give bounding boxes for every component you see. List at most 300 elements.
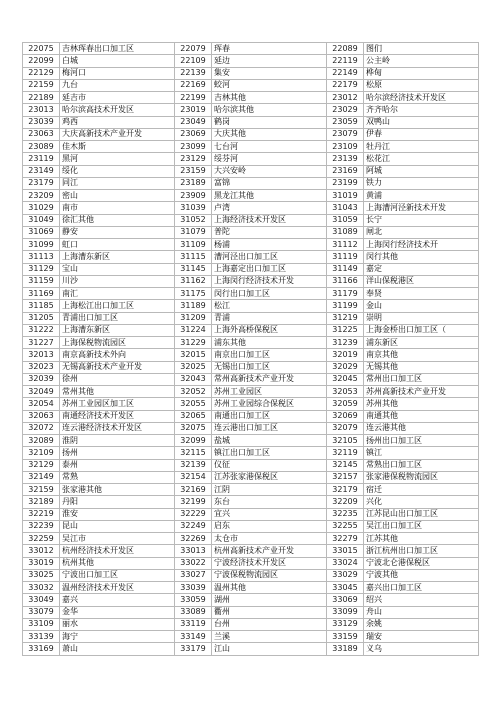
table-row (23, 386, 479, 398)
region-code-cell: 23129 (175, 153, 212, 165)
region-code-cell: 32157 (327, 471, 364, 483)
region-name-cell: 九台 (60, 79, 175, 91)
region-name-cell: 静安 (60, 226, 175, 238)
table-row (23, 153, 479, 165)
table-row (23, 128, 479, 140)
region-name-cell: 常熟 (60, 471, 175, 483)
region-name-cell: 嘉兴出口加工区 (364, 582, 479, 594)
table-row (23, 214, 479, 226)
table-row (23, 226, 479, 238)
region-code-cell: 33179 (175, 643, 212, 655)
region-code-cell: 32052 (175, 386, 212, 398)
region-code-cell: 32023 (23, 361, 60, 373)
region-name-cell: 嘉兴 (60, 594, 175, 606)
region-name-cell: 哈尔滨经济技术开发区 (364, 92, 479, 104)
region-name-cell: 江阴 (212, 484, 327, 496)
region-code-cell: 33049 (23, 594, 60, 606)
table-row (23, 447, 479, 459)
region-code-cell: 31099 (23, 239, 60, 251)
region-name-cell: 上海经济技术开发区 (212, 214, 327, 226)
region-name-cell: 盐城 (212, 435, 327, 447)
region-code-cell: 33169 (23, 643, 60, 655)
region-name-cell: 淮阴 (60, 435, 175, 447)
region-name-cell: 常熟出口加工区 (364, 459, 479, 471)
region-name-cell: 阿城 (364, 165, 479, 177)
region-name-cell: 延边 (212, 55, 327, 67)
region-name-cell: 温州经济技术开发区 (60, 582, 175, 594)
region-name-cell: 松花江 (364, 153, 479, 165)
region-name-cell: 连云港出口加工区 (212, 422, 327, 434)
region-code-cell: 31225 (327, 324, 364, 336)
region-name-cell: 宝山 (60, 263, 175, 275)
region-code-cell: 32059 (327, 398, 364, 410)
region-name-cell: 松原 (364, 79, 479, 91)
region-code-cell: 32054 (23, 398, 60, 410)
table-row (23, 165, 479, 177)
region-name-cell: 兰溪 (212, 631, 327, 643)
table-row (23, 92, 479, 104)
region-code-cell: 32029 (327, 361, 364, 373)
region-name-cell: 镇江 (364, 447, 479, 459)
region-code-cell: 33079 (23, 606, 60, 618)
region-name-cell: 同江 (60, 177, 175, 189)
table-row (23, 337, 479, 349)
region-name-cell: 扬州 (60, 447, 175, 459)
region-code-cell: 33129 (327, 618, 364, 630)
region-name-cell: 上海闵行经济技术开发 (212, 275, 327, 287)
region-code-cell: 31239 (327, 337, 364, 349)
region-name-cell: 大庆高新技术产业开发 (60, 128, 175, 140)
region-name-cell: 珲春 (212, 43, 327, 55)
region-code-cell: 23019 (175, 104, 212, 116)
region-name-cell: 丽水 (60, 618, 175, 630)
region-code-cell: 22149 (327, 67, 364, 79)
region-code-cell: 22075 (23, 43, 60, 55)
region-name-cell: 常州其他 (60, 386, 175, 398)
table-row (23, 43, 479, 55)
region-name-cell: 南市 (60, 202, 175, 214)
region-code-cell: 31052 (175, 214, 212, 226)
region-code-cell: 23029 (327, 104, 364, 116)
region-code-cell: 31175 (175, 288, 212, 300)
region-name-cell: 蛟河 (212, 79, 327, 91)
region-code-cell: 32079 (327, 422, 364, 434)
region-name-cell: 富锦 (212, 177, 327, 189)
region-name-cell: 杭州其他 (60, 557, 175, 569)
table-row (23, 643, 479, 655)
region-name-cell: 衢州 (212, 606, 327, 618)
region-name-cell: 吴江出口加工区 (364, 520, 479, 532)
region-code-cell: 23169 (327, 165, 364, 177)
region-code-cell: 33109 (23, 618, 60, 630)
region-code-cell: 31199 (327, 300, 364, 312)
region-name-cell: 吉林珲春出口加工区 (60, 43, 175, 55)
region-name-cell: 江山 (212, 643, 327, 655)
table-row (23, 79, 479, 91)
region-code-cell: 31069 (23, 226, 60, 238)
region-code-cell: 33013 (175, 545, 212, 557)
region-code-cell: 31224 (175, 324, 212, 336)
region-code-cell: 32229 (175, 508, 212, 520)
region-name-cell: 松江 (212, 300, 327, 312)
region-code-cell: 32269 (175, 533, 212, 545)
region-code-cell: 31113 (23, 251, 60, 263)
region-name-cell: 绍兴 (364, 594, 479, 606)
region-name-cell: 齐齐哈尔 (364, 104, 479, 116)
region-name-cell: 苏州其他 (364, 398, 479, 410)
region-code-cell: 32145 (327, 459, 364, 471)
region-code-cell: 32199 (175, 496, 212, 508)
region-code-cell: 22109 (175, 55, 212, 67)
region-code-cell: 32075 (175, 422, 212, 434)
region-code-cell: 32043 (175, 373, 212, 385)
table-row (23, 410, 479, 422)
region-code-cell: 31043 (327, 202, 364, 214)
region-code-cell: 22099 (23, 55, 60, 67)
region-code-cell: 23063 (23, 128, 60, 140)
region-name-cell: 常州高新技术产业开发 (212, 373, 327, 385)
table-row (23, 496, 479, 508)
region-name-cell: 白城 (60, 55, 175, 67)
region-name-cell: 宁波经济技术开发区 (212, 557, 327, 569)
region-code-cell: 32255 (327, 520, 364, 532)
region-name-cell: 密山 (60, 190, 175, 202)
region-code-cell: 32139 (175, 459, 212, 471)
region-name-cell: 徐州 (60, 373, 175, 385)
region-code-cell: 33039 (175, 582, 212, 594)
region-code-cell: 32072 (23, 422, 60, 434)
region-code-cell: 31189 (175, 300, 212, 312)
region-name-cell: 长宁 (364, 214, 479, 226)
region-code-cell: 32055 (175, 398, 212, 410)
region-name-cell: 无锡其他 (364, 361, 479, 373)
region-name-cell: 萧山 (60, 643, 175, 655)
region-name-cell: 太仓市 (212, 533, 327, 545)
region-name-cell: 梅河口 (60, 67, 175, 79)
region-code-cell: 23109 (327, 141, 364, 153)
region-name-cell: 闵行出口加工区 (212, 288, 327, 300)
region-code-cell: 32015 (175, 349, 212, 361)
region-name-cell: 无锡高新技术产业开发 (60, 361, 175, 373)
table-row (23, 263, 479, 275)
region-code-cell: 31179 (327, 288, 364, 300)
region-code-cell: 23089 (23, 141, 60, 153)
region-name-cell: 余姚 (364, 618, 479, 630)
region-code-cell: 33149 (175, 631, 212, 643)
region-name-cell: 宁波其他 (364, 569, 479, 581)
region-name-cell: 七台河 (212, 141, 327, 153)
region-name-cell: 海宁 (60, 631, 175, 643)
region-code-cell: 31089 (327, 226, 364, 238)
region-code-cell: 22169 (175, 79, 212, 91)
region-name-cell: 大兴安岭 (212, 165, 327, 177)
region-name-cell: 牡丹江 (364, 141, 479, 153)
table-row (23, 251, 479, 263)
region-name-cell: 宿迁 (364, 484, 479, 496)
region-code-cell: 33019 (23, 557, 60, 569)
region-code-cell: 32169 (175, 484, 212, 496)
region-name-cell: 上海外高桥保税区 (212, 324, 327, 336)
region-name-cell: 佳木斯 (60, 141, 175, 153)
region-name-cell: 浙江杭州出口加工区 (364, 545, 479, 557)
region-code-cell: 23049 (175, 116, 212, 128)
region-name-cell: 上海嘉定出口加工区 (212, 263, 327, 275)
region-name-cell: 连云港经济技术开发区 (60, 422, 175, 434)
region-code-cell: 31222 (23, 324, 60, 336)
table-row (23, 618, 479, 630)
region-name-cell: 镇江出口加工区 (212, 447, 327, 459)
region-code-cell: 32069 (327, 410, 364, 422)
region-code-cell: 33089 (175, 606, 212, 618)
region-code-cell: 32209 (327, 496, 364, 508)
region-code-cell: 33025 (23, 569, 60, 581)
region-code-cell: 31149 (327, 263, 364, 275)
region-code-cell: 32154 (175, 471, 212, 483)
region-code-cell: 23069 (175, 128, 212, 140)
region-name-cell: 黑龙江其他 (212, 190, 327, 202)
region-code-cell: 22159 (23, 79, 60, 91)
region-name-cell: 舟山 (364, 606, 479, 618)
region-code-cell: 32039 (23, 373, 60, 385)
region-code-cell: 32149 (23, 471, 60, 483)
region-code-cell: 23139 (327, 153, 364, 165)
code-table (22, 42, 479, 656)
region-code-cell: 23909 (175, 190, 212, 202)
region-name-cell: 东台 (212, 496, 327, 508)
region-name-cell: 铁力 (364, 177, 479, 189)
region-name-cell: 温州其他 (212, 582, 327, 594)
region-code-cell: 33029 (327, 569, 364, 581)
region-code-cell: 33032 (23, 582, 60, 594)
region-code-cell: 23149 (23, 165, 60, 177)
region-name-cell: 洋山保税港区 (364, 275, 479, 287)
region-name-cell: 江苏昆山出口加工区 (364, 508, 479, 520)
region-name-cell: 江苏张家港保税区 (212, 471, 327, 483)
table-row (23, 373, 479, 385)
region-code-cell: 31109 (175, 239, 212, 251)
region-code-cell: 32089 (23, 435, 60, 447)
region-name-cell: 杭州经济技术开发区 (60, 545, 175, 557)
region-name-cell: 金华 (60, 606, 175, 618)
region-code-cell: 32129 (23, 459, 60, 471)
table-row (23, 606, 479, 618)
region-name-cell: 南京其他 (364, 349, 479, 361)
region-code-cell: 31059 (327, 214, 364, 226)
region-code-cell: 32013 (23, 349, 60, 361)
table-row (23, 312, 479, 324)
region-name-cell: 宁波北仑港保税区 (364, 557, 479, 569)
region-code-cell: 32249 (175, 520, 212, 532)
region-name-cell: 泰州 (60, 459, 175, 471)
region-code-cell: 32109 (23, 447, 60, 459)
region-code-cell: 31079 (175, 226, 212, 238)
region-name-cell: 公主岭 (364, 55, 479, 67)
region-name-cell: 南京出口加工区 (212, 349, 327, 361)
region-code-cell: 31162 (175, 275, 212, 287)
region-code-cell: 33027 (175, 569, 212, 581)
table-row (23, 557, 479, 569)
region-name-cell: 鹤岗 (212, 116, 327, 128)
region-code-cell: 31185 (23, 300, 60, 312)
region-name-cell: 嘉定 (364, 263, 479, 275)
region-name-cell: 崇明 (364, 312, 479, 324)
region-code-cell: 22199 (175, 92, 212, 104)
region-code-cell: 33139 (23, 631, 60, 643)
table-row (23, 594, 479, 606)
table-row (23, 484, 479, 496)
region-name-cell: 苏州工业园区加工区 (60, 398, 175, 410)
region-name-cell: 普陀 (212, 226, 327, 238)
table-row (23, 508, 479, 520)
region-name-cell: 川沙 (60, 275, 175, 287)
region-name-cell: 南通出口加工区 (212, 410, 327, 422)
region-code-cell: 33012 (23, 545, 60, 557)
region-code-cell: 22139 (175, 67, 212, 79)
region-code-cell: 32239 (23, 520, 60, 532)
region-code-cell: 31159 (23, 275, 60, 287)
region-code-cell: 32115 (175, 447, 212, 459)
region-name-cell: 上海漕河泾新技术开发 (364, 202, 479, 214)
region-name-cell: 兴化 (364, 496, 479, 508)
region-code-cell: 33045 (327, 582, 364, 594)
region-name-cell: 瑞安 (364, 631, 479, 643)
region-name-cell: 淮安 (60, 508, 175, 520)
region-code-cell: 33159 (327, 631, 364, 643)
region-name-cell: 张家港保税物流园区 (364, 471, 479, 483)
table-row (23, 435, 479, 447)
region-name-cell: 上海金桥出口加工区（ (364, 324, 479, 336)
region-name-cell: 虹口 (60, 239, 175, 251)
table-row (23, 177, 479, 189)
region-name-cell: 漕河泾出口加工区 (212, 251, 327, 263)
region-code-cell: 31166 (327, 275, 364, 287)
table-row (23, 141, 479, 153)
region-code-cell: 31115 (175, 251, 212, 263)
region-code-cell: 31145 (175, 263, 212, 275)
region-code-cell: 31039 (175, 202, 212, 214)
region-name-cell: 上海松江出口加工区 (60, 300, 175, 312)
region-name-cell: 苏州高新技术产业开发 (364, 386, 479, 398)
region-name-cell: 黄浦 (364, 190, 479, 202)
region-code-cell: 31209 (175, 312, 212, 324)
region-name-cell: 双鸭山 (364, 116, 479, 128)
region-name-cell: 图们 (364, 43, 479, 55)
region-name-cell: 宜兴 (212, 508, 327, 520)
region-code-cell: 23039 (23, 116, 60, 128)
table-row (23, 422, 479, 434)
region-name-cell: 扬州出口加工区 (364, 435, 479, 447)
table-row (23, 104, 479, 116)
region-name-cell: 浦东其他 (212, 337, 327, 349)
region-code-cell: 23159 (175, 165, 212, 177)
table-row (23, 520, 479, 532)
region-name-cell: 南汇 (60, 288, 175, 300)
region-name-cell: 苏州工业园综合保税区 (212, 398, 327, 410)
region-name-cell: 上海漕东新区 (60, 251, 175, 263)
region-name-cell: 南京高新技术外向 (60, 349, 175, 361)
table-row (23, 275, 479, 287)
region-name-cell: 绥芬河 (212, 153, 327, 165)
region-code-cell: 23099 (175, 141, 212, 153)
region-code-cell: 32105 (327, 435, 364, 447)
region-code-cell: 22189 (23, 92, 60, 104)
region-code-cell: 31205 (23, 312, 60, 324)
region-code-cell: 23012 (327, 92, 364, 104)
region-name-cell: 连云港其他 (364, 422, 479, 434)
region-name-cell: 无锡出口加工区 (212, 361, 327, 373)
region-code-cell: 33099 (327, 606, 364, 618)
table-row (23, 67, 479, 79)
region-code-cell: 23079 (327, 128, 364, 140)
region-name-cell: 启东 (212, 520, 327, 532)
region-code-cell: 33015 (327, 545, 364, 557)
region-code-cell: 32053 (327, 386, 364, 398)
region-name-cell: 昆山 (60, 520, 175, 532)
region-name-cell: 桦甸 (364, 67, 479, 79)
table-row (23, 398, 479, 410)
region-code-cell: 31229 (175, 337, 212, 349)
region-name-cell: 卢湾 (212, 202, 327, 214)
table-row (23, 116, 479, 128)
region-code-cell: 31129 (23, 263, 60, 275)
region-code-cell: 31029 (23, 202, 60, 214)
region-code-cell: 32219 (23, 508, 60, 520)
region-name-cell: 大庆其他 (212, 128, 327, 140)
table-row (23, 582, 479, 594)
table-row (23, 459, 479, 471)
region-code-cell: 22089 (327, 43, 364, 55)
region-code-cell: 31119 (327, 251, 364, 263)
region-code-cell: 32119 (327, 447, 364, 459)
table-row (23, 202, 479, 214)
region-code-cell: 32259 (23, 533, 60, 545)
region-code-cell: 22079 (175, 43, 212, 55)
region-name-cell: 南通经济技术开发区 (60, 410, 175, 422)
region-name-cell: 吉林其他 (212, 92, 327, 104)
table-row (23, 533, 479, 545)
region-name-cell: 黑河 (60, 153, 175, 165)
table-row (23, 349, 479, 361)
region-name-cell: 闵行其他 (364, 251, 479, 263)
region-code-cell: 32159 (23, 484, 60, 496)
region-code-cell: 32063 (23, 410, 60, 422)
table-row (23, 190, 479, 202)
region-name-cell: 上海漕东新区 (60, 324, 175, 336)
region-name-cell: 宁波出口加工区 (60, 569, 175, 581)
region-name-cell: 绥化 (60, 165, 175, 177)
code-table-body (23, 43, 479, 656)
region-code-cell: 32179 (327, 484, 364, 496)
table-row (23, 288, 479, 300)
table-row (23, 239, 479, 251)
region-code-cell: 31112 (327, 239, 364, 251)
region-name-cell: 青浦 (212, 312, 327, 324)
region-name-cell: 吴江市 (60, 533, 175, 545)
region-code-cell: 32049 (23, 386, 60, 398)
region-name-cell: 徐汇其他 (60, 214, 175, 226)
region-name-cell: 常州出口加工区 (364, 373, 479, 385)
region-name-cell: 伊春 (364, 128, 479, 140)
table-row (23, 471, 479, 483)
region-name-cell: 浦东新区 (364, 337, 479, 349)
region-name-cell: 南通其他 (364, 410, 479, 422)
region-code-cell: 32235 (327, 508, 364, 520)
region-code-cell: 31169 (23, 288, 60, 300)
region-name-cell: 闸北 (364, 226, 479, 238)
region-code-cell: 22119 (327, 55, 364, 67)
region-code-cell: 23059 (327, 116, 364, 128)
region-code-cell: 23209 (23, 190, 60, 202)
